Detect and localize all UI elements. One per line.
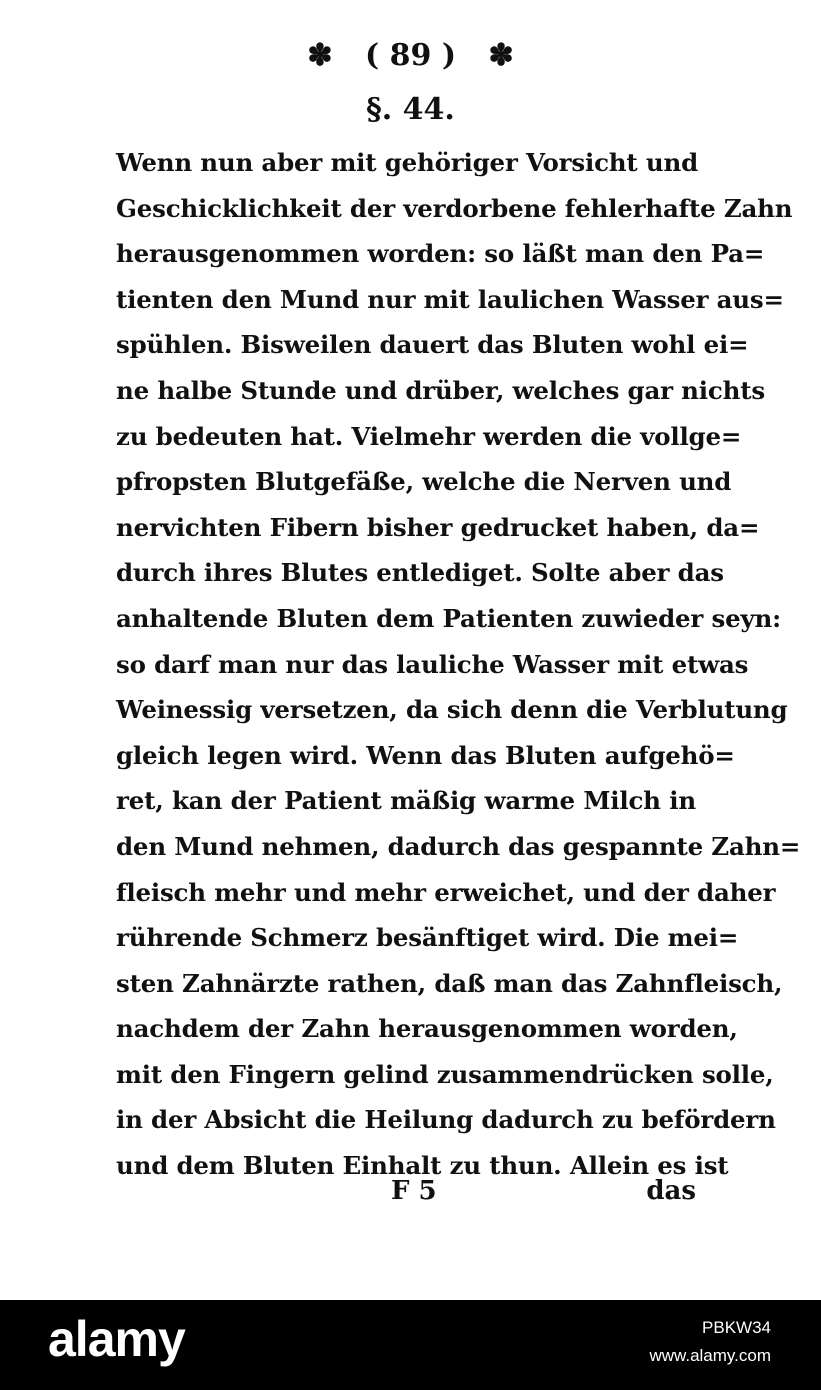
flower-ornament-left-icon: ✽ <box>307 38 333 73</box>
text-line: mit den Fingern gelind zusammendrücken solle, <box>116 1059 774 1089</box>
text-line: nervichten Fibern bisher gedrucket haben, da= <box>116 512 760 542</box>
text-line: in der Absicht die Heilung dadurch zu befördern <box>116 1105 776 1135</box>
text-line: nachdem der Zahn herausgenommen worden, <box>116 1014 738 1044</box>
page-number: ( 89 ) <box>364 38 457 73</box>
text-line: den Mund nehmen, dadurch das gespannte Zahn= <box>116 831 801 861</box>
watermark-banner <box>0 1300 821 1390</box>
alamy-logo: alamy <box>48 1311 185 1367</box>
text-line: so darf man nur das lauliche Wasser mit etwas <box>116 649 749 679</box>
text-line: fleisch mehr und mehr erweichet, und der daher <box>116 877 776 907</box>
text-line: spühlen. Bisweilen dauert das Bluten wohl ei= <box>116 330 749 360</box>
text-line: Weinessig versetzen, da sich denn die Verblutung <box>116 695 788 725</box>
text-line: ne halbe Stunde und drüber, welches gar nichts <box>116 375 765 405</box>
text-line: und dem Bluten Einhalt zu thun. Allein es ist <box>116 1151 729 1181</box>
text-line: gleich legen wird. Wenn das Bluten aufgehö= <box>116 740 735 770</box>
signature-mark: F 5 <box>391 1176 437 1206</box>
site-url: www.alamy.com <box>649 1346 771 1365</box>
text-line: zu bedeuten hat. Vielmehr werden die vollge= <box>116 421 742 451</box>
catchword: das <box>646 1176 696 1206</box>
page-header <box>0 38 821 73</box>
text-line: durch ihres Blutes entlediget. Solte aber das <box>116 558 724 588</box>
text-line: anhaltende Bluten dem Patienten zuwieder seyn: <box>116 603 781 633</box>
text-line: Wenn nun aber mit gehöriger Vorsicht und <box>116 148 699 177</box>
text-line: herausgenommen worden: so läßt man den Pa= <box>116 239 765 269</box>
text-line: Geschicklichkeit der verdorbene fehlerhafte Zahn <box>116 193 793 223</box>
text-line: pfropsten Blutgefäße, welche die Nerven und <box>116 467 732 497</box>
text-line: rührende Schmerz besänftiget wird. Die mei= <box>116 923 739 953</box>
text-line: tienten den Mund nur mit laulichen Wasser aus= <box>116 284 784 314</box>
text-line: sten Zahnärzte rathen, daß man das Zahnfleisch, <box>116 968 783 998</box>
body-text <box>116 140 801 1189</box>
section-heading: §. 44. <box>366 92 455 127</box>
text-line: ret, kan der Patient mäßig warme Milch in <box>116 786 696 816</box>
image-id: PBKW34 <box>702 1318 771 1337</box>
flower-ornament-right-icon: ✽ <box>488 38 514 73</box>
